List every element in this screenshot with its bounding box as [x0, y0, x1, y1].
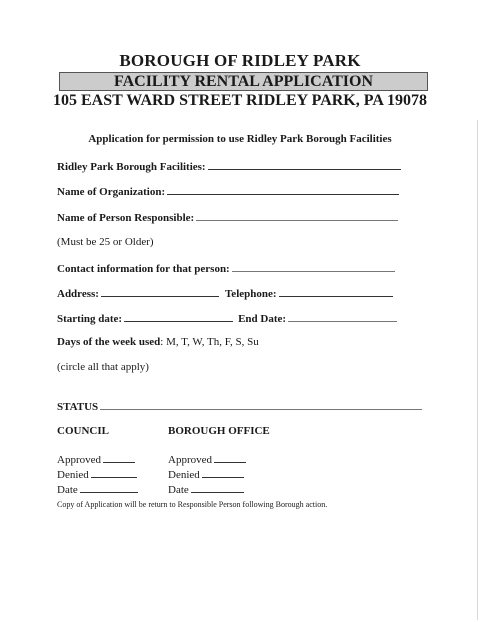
office-denied-label: Denied — [168, 469, 200, 481]
borough-title: BOROUGH OF RIDLEY PARK — [119, 51, 361, 70]
end-date-field[interactable] — [288, 310, 397, 322]
status-label: STATUS — [57, 401, 99, 413]
council-approved-label: Approved — [57, 454, 101, 466]
days-label: Days of the week used — [57, 336, 161, 348]
office-denied-field[interactable] — [202, 466, 244, 478]
office-approvals — [168, 451, 246, 496]
status-field[interactable] — [100, 398, 422, 410]
dates-row — [57, 310, 397, 326]
contact-field[interactable] — [232, 260, 395, 272]
office-heading: BOROUGH OFFICE — [168, 425, 270, 437]
address-row — [57, 285, 393, 301]
status-row — [57, 398, 422, 414]
office-date-field[interactable] — [191, 481, 244, 493]
start-date-field[interactable] — [124, 310, 233, 322]
contact-row — [57, 260, 395, 276]
telephone-field[interactable] — [279, 285, 393, 297]
form-banner: FACILITY RENTAL APPLICATION — [59, 72, 428, 91]
organization-field[interactable] — [167, 183, 399, 195]
office-date-label: Date — [168, 484, 189, 496]
council-denied-field[interactable] — [91, 466, 137, 478]
facilities-field[interactable] — [208, 158, 401, 170]
organization-row — [57, 183, 399, 199]
person-label: Name of Person Responsible: — [57, 212, 195, 224]
council-approvals — [57, 451, 138, 496]
end-date-label: End Date: — [238, 313, 287, 325]
age-note: (Must be 25 or Older) — [57, 236, 154, 248]
form-intro: Application for permission to use Ridley Park Borough Facilities — [88, 133, 392, 145]
council-denied-label: Denied — [57, 469, 89, 481]
days-row — [57, 335, 259, 349]
contact-label: Contact information for that person: — [57, 263, 230, 275]
council-date-field[interactable] — [80, 481, 138, 493]
council-approved-field[interactable] — [103, 451, 135, 463]
person-field[interactable] — [196, 209, 398, 221]
borough-address: 105 EAST WARD STREET RIDLEY PARK, PA 19078 — [53, 92, 427, 109]
page-edge — [477, 120, 478, 620]
facilities-label: Ridley Park Borough Facilities: — [57, 161, 206, 173]
footer-note: Copy of Application will be return to Responsible Person following Borough action. — [57, 500, 328, 509]
council-heading: COUNCIL — [57, 425, 109, 437]
council-date-label: Date — [57, 484, 78, 496]
address-field[interactable] — [101, 285, 219, 297]
office-approved-field[interactable] — [214, 451, 246, 463]
start-date-label: Starting date: — [57, 313, 123, 325]
circle-note: (circle all that apply) — [57, 361, 149, 373]
days-options[interactable]: : M, T, W, Th, F, S, Su — [160, 336, 259, 348]
person-row — [57, 209, 398, 225]
facilities-row — [57, 158, 401, 174]
office-approved-label: Approved — [168, 454, 212, 466]
organization-label: Name of Organization: — [57, 186, 166, 198]
address-label: Address: — [57, 288, 99, 300]
telephone-label: Telephone: — [224, 288, 277, 300]
